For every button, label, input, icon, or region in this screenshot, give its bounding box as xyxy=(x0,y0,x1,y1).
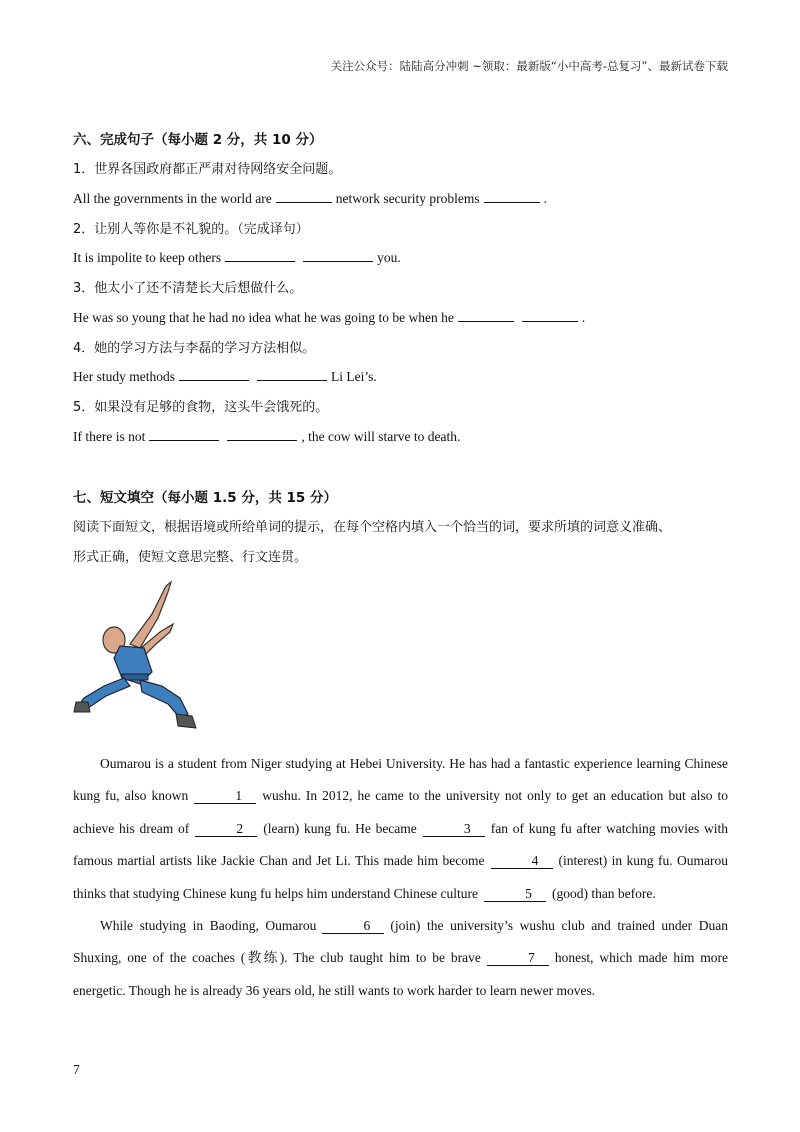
answer-blank[interactable] xyxy=(179,366,249,381)
answer-blank[interactable] xyxy=(149,426,219,441)
passage-blank-3[interactable]: 3 xyxy=(423,822,485,837)
q3-english: He was so young that he had no idea what he was going to be when he . xyxy=(73,307,585,326)
passage-paragraph-1: Oumarou is a student from Niger studying at Hebei University. He has had a fantastic experience learning Chinese kung fu, also known 1 wushu. In 2012, he came to the university not only to get an education but also to achieve his dream of 2 (learn) kung fu. He became 3 fan of kung fu after watching movies with famous martial artists like Jackie Chan and Jet Li. This made him become 4 (interest) in kung fu. Oumarou thinks that studying Chinese kung fu helps him understand Chinese culture 5 (good) than before. xyxy=(73,756,729,901)
q3-chinese: 3．他太小了还不清楚长大后想做什么。 xyxy=(73,281,303,296)
q4-english: Her study methods Li Lei’s. xyxy=(73,366,377,385)
answer-blank[interactable] xyxy=(227,426,297,441)
answer-blank[interactable] xyxy=(522,307,578,322)
section-6-title: 六、完成句子（每小题 2 分，共 10 分） xyxy=(73,132,323,148)
passage-blank-2[interactable]: 2 xyxy=(195,822,257,837)
answer-blank[interactable] xyxy=(458,307,514,322)
q4-chinese: 4．她的学习方法与李磊的学习方法相似。 xyxy=(73,341,316,356)
q2-chinese: 2．让别人等你是不礼貌的。（完成译句） xyxy=(73,222,309,237)
passage-paragraph-2: While studying in Baoding, Oumarou 6 (join) the university’s wushu club and trained under Duan Shuxing, one of the coaches (教练). The club taught him to be brave 7 honest, which made him more energetic. Though he is already 36 years old, he still wants to work harder to learn newer moves. xyxy=(73,918,728,998)
answer-blank[interactable] xyxy=(303,247,373,262)
answer-blank[interactable] xyxy=(276,188,332,203)
passage-blank-6[interactable]: 6 xyxy=(322,919,384,934)
passage-blank-5[interactable]: 5 xyxy=(484,887,546,902)
q5-english: If there is not , the cow will starve to death. xyxy=(73,426,460,445)
answer-blank[interactable] xyxy=(484,188,540,203)
section-7-instructions-cont: 形式正确，使短文意思完整、行文连贯。 xyxy=(73,550,308,565)
page-header: 关注公众号：陆陆高分冲刺 ~领取：最新版“小中高考-总复习”、最新试卷下载 xyxy=(330,59,728,73)
passage-blank-1[interactable]: 1 xyxy=(194,789,256,804)
section-7-instructions: 阅读下面短文，根据语境或所给单词的提示，在每个空格内填入一个恰当的词，要求所填的词意义准确、 xyxy=(73,520,672,535)
section-7-title: 七、短文填空（每小题 1.5 分，共 15 分） xyxy=(73,490,338,506)
kung-fu-figure-illustration xyxy=(70,574,210,736)
kung-fu-figure-icon xyxy=(70,574,210,736)
q2-english: It is impolite to keep others you. xyxy=(73,247,401,266)
answer-blank[interactable] xyxy=(225,247,295,262)
q1-chinese: 1．世界各国政府都正严肃对待网络安全问题。 xyxy=(73,162,342,177)
passage-blank-4[interactable]: 4 xyxy=(491,854,553,869)
answer-blank[interactable] xyxy=(257,366,327,381)
page-number: 7 xyxy=(73,1062,80,1077)
q1-english: All the governments in the world are network security problems . xyxy=(73,188,547,207)
passage-blank-7[interactable]: 7 xyxy=(487,951,549,966)
passage xyxy=(73,748,728,1007)
q5-chinese: 5．如果没有足够的食物，这头牛会饿死的。 xyxy=(73,400,329,415)
